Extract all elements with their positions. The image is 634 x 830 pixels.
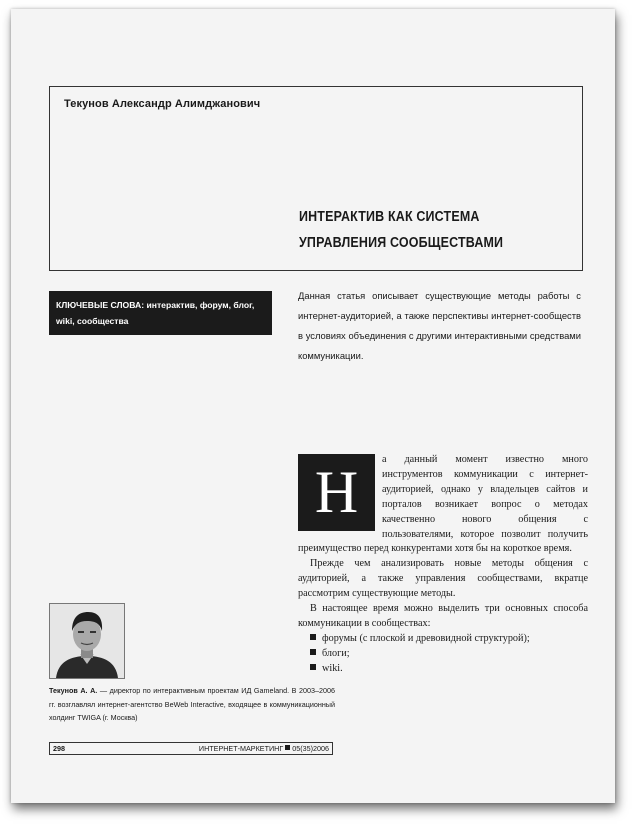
dropcap-spacer	[298, 453, 382, 532]
title-line-2: УПРАВЛЕНИЯ СООБЩЕСТВАМИ	[299, 235, 504, 251]
title-line-1: ИНТЕРАКТИВ КАК СИСТЕМА	[299, 209, 480, 225]
keywords-box	[49, 291, 272, 335]
caption-text: — директор по интерактивным проектам ИД Gameland. В 2003–2006 гг. возглавлял интернет-агентство BeWeb Interactive, входящее в коммуникационный холдинг TWIGA (г. Москва)	[49, 686, 335, 722]
methods-list	[298, 632, 588, 677]
keywords-terms: интерактив, форум, блог, wiki, сообщества	[56, 300, 255, 326]
list-item: wiki.	[298, 662, 588, 677]
body-paragraph-3: В настоящее время можно выделить три основных способа коммуникации в сообществах:	[298, 603, 588, 629]
header-box	[49, 86, 583, 271]
bullet-square-icon	[310, 649, 316, 655]
list-item: блоги;	[298, 647, 588, 662]
journal-name: ИНТЕРНЕТ-МАРКЕТИНГ	[198, 744, 284, 753]
separator-square-icon	[285, 745, 290, 750]
keywords-label: КЛЮЧЕВЫЕ СЛОВА:	[56, 300, 145, 310]
author-photo	[49, 603, 125, 679]
article-title	[299, 204, 531, 256]
page-footer	[49, 742, 333, 755]
journal-issue	[199, 743, 329, 754]
author-name: Текунов Александр Алимджанович	[64, 98, 261, 110]
caption-name: Текунов А. А.	[49, 686, 98, 695]
list-item: форумы (с плоской и древовидной структурой);	[298, 632, 588, 647]
portrait-image	[50, 604, 124, 678]
article-body	[298, 453, 588, 677]
body-paragraph-1: а данный момент известно много инструментов коммуникации с интернет-аудиторией, однако у владельцев сайтов и порталов возникает вопрос о методах качественно нового общения с пользователями, которое позволит получить преимущество перед конкурентами хотя бы на короткое время.	[298, 454, 588, 555]
bullet-square-icon	[310, 634, 316, 640]
author-caption	[49, 684, 335, 725]
bullet-square-icon	[310, 664, 316, 670]
page-number: 298	[53, 744, 65, 753]
body-paragraph-2: Прежде чем анализировать новые методы общения с аудиторией, а также управления сообществами, вкратце рассмотрим существующие методы.	[298, 558, 588, 600]
dropcap-letter: Н	[298, 454, 375, 531]
issue-number: 05(35)2006	[292, 744, 329, 753]
journal-page	[11, 9, 615, 803]
abstract: Данная статья описывает существующие методы работы с интернет-аудиторией, а также перспективы интернет-сообществ в условиях объединения с другими интерактивными средствами коммуникации.	[298, 290, 581, 361]
